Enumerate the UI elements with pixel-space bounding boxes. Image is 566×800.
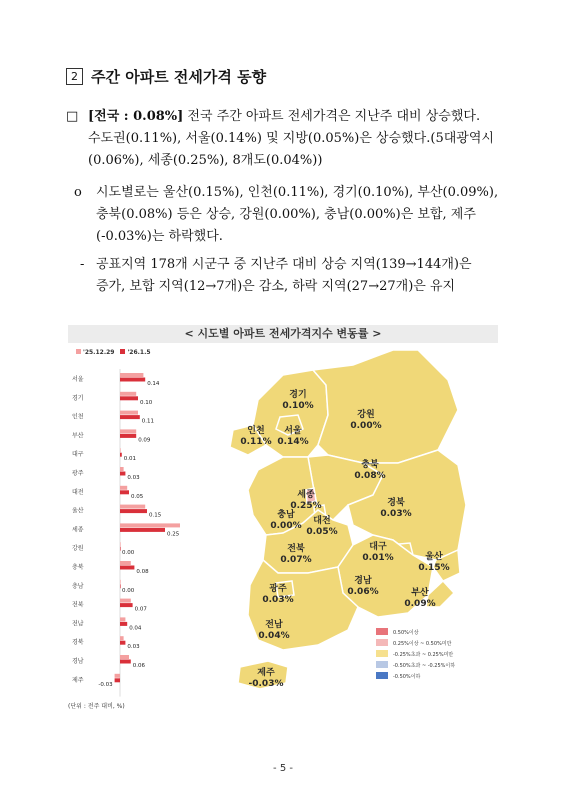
bar-prev <box>120 561 131 565</box>
map-region-name: 세종 <box>297 490 315 500</box>
map-region-value: 0.10% <box>282 401 314 411</box>
paragraph-national <box>66 106 502 172</box>
map-legend-label: -0.50%초과 ~ -0.25%이하 <box>393 663 456 669</box>
paragraph-text: 시도별로는 울산(0.15%), 인천(0.11%), 경기(0.10%), 부산(0.09%), <box>96 185 499 200</box>
bar-curr <box>120 415 140 419</box>
map-region-value: 0.00% <box>350 421 382 431</box>
bar-curr <box>120 622 127 626</box>
map-region-name: 충남 <box>277 510 295 520</box>
bar-prev <box>120 448 121 452</box>
section-title: 주간 아파트 전세가격 동향 <box>91 68 267 86</box>
map-region-value: 0.00% <box>270 521 302 531</box>
bar-prev <box>120 486 127 490</box>
section-number: 2 <box>66 68 83 85</box>
value-label: 0.03 <box>127 644 140 651</box>
figure-title: < 시도별 아파트 전세가격지수 변동률 > <box>68 325 498 343</box>
map-region-value: 0.07% <box>280 555 312 565</box>
legend-swatch-curr <box>120 349 125 354</box>
category-label: 대전 <box>72 488 84 496</box>
map-region-value: 0.04% <box>258 631 290 641</box>
bar-curr <box>120 566 134 570</box>
korea-map <box>188 345 498 715</box>
bar-chart <box>68 345 180 715</box>
bar-curr <box>120 490 129 494</box>
map-region-value: 0.06% <box>347 587 379 597</box>
value-label: 0.06 <box>132 663 146 669</box>
bar-curr <box>120 434 136 438</box>
bar-prev <box>115 674 120 678</box>
bar-prev <box>120 523 180 527</box>
value-label: 0.04 <box>129 625 142 632</box>
map-region-name: 경남 <box>354 576 372 586</box>
map-region-value: 0.05% <box>306 527 338 537</box>
bar-prev <box>120 392 136 396</box>
chart-legend <box>70 349 151 356</box>
bar-curr <box>120 396 138 400</box>
value-label: 0.11 <box>141 418 155 425</box>
category-label: 인천 <box>72 413 84 421</box>
map-region-name: 경기 <box>289 390 307 400</box>
value-label: 0.07 <box>134 606 147 613</box>
category-label: 충남 <box>72 582 84 590</box>
map-legend-label: 0.50%이상 <box>393 630 419 636</box>
bar-curr <box>120 641 125 645</box>
bar-prev <box>120 467 124 471</box>
category-label: 전남 <box>72 620 84 628</box>
category-label: 부산 <box>72 432 84 440</box>
paragraph-text: 수도권(0.11%), 서울(0.14%) 및 지방(0.05%)은 상승했다.(5대광역시 <box>88 131 494 146</box>
value-label: 0.25 <box>167 531 180 538</box>
page-number: - 5 - <box>273 763 293 774</box>
value-label: 0.09 <box>138 437 151 444</box>
category-label: 충북 <box>72 564 84 571</box>
map-legend-label: 0.25%이상 ~ 0.50%미만 <box>393 641 452 647</box>
map-region-name: 강원 <box>357 410 375 420</box>
map-region-value: 0.01% <box>362 553 394 563</box>
bar-curr <box>120 472 125 476</box>
bar-curr <box>120 547 121 551</box>
map-legend-swatch <box>376 639 388 646</box>
map-legend-swatch <box>376 628 388 635</box>
category-label: 세종 <box>72 526 84 534</box>
value-label: -0.03 <box>98 681 113 688</box>
map-region-value: 0.25% <box>290 501 322 511</box>
bar-curr <box>120 528 165 532</box>
map-region-name: 전남 <box>265 620 283 630</box>
national-label: [전국 : 0.08%] <box>88 109 184 124</box>
map-region-name: 서울 <box>284 426 302 436</box>
paragraph-regional <box>74 182 502 248</box>
map-legend-label: -0.50%이하 <box>393 674 421 680</box>
value-label: 0.15 <box>149 512 162 519</box>
map-region-name: 제주 <box>257 668 275 678</box>
legend-label-curr: '26.1.5 <box>127 349 151 356</box>
bar-prev <box>120 505 145 509</box>
bar-chart-plot <box>68 359 180 709</box>
map-region-name: 부산 <box>411 588 429 598</box>
value-label: 0.03 <box>127 475 140 481</box>
bar-curr <box>120 603 133 607</box>
category-label: 서울 <box>72 376 84 383</box>
category-label: 강원 <box>72 545 84 553</box>
bar-prev <box>120 542 121 546</box>
legend-swatch-prev <box>76 349 81 354</box>
map-legend-swatch <box>376 661 388 668</box>
category-label: 제주 <box>72 676 84 684</box>
map-region-name: 충북 <box>361 460 379 470</box>
bar-prev <box>120 429 136 433</box>
bar-prev <box>120 580 121 584</box>
legend-label-prev: '25.12.29 <box>83 349 115 356</box>
bar-prev <box>120 617 125 621</box>
section-heading <box>66 66 266 87</box>
dash-bullet: - <box>80 257 85 272</box>
paragraph-text: (0.06%), 세종(0.25%), 8개도(0.04%)) <box>88 153 323 168</box>
paragraph-text: 공표지역 178개 시군구 중 지난주 대비 상승 지역(139→144개)은 <box>96 257 472 272</box>
map-region-value: 0.15% <box>418 563 450 573</box>
bar-prev <box>120 599 131 603</box>
map-region-name: 대구 <box>369 542 387 552</box>
square-bullet: □ <box>66 109 79 124</box>
map-region-value: 0.08% <box>354 471 386 481</box>
map-legend-label: -0.25%초과 ~ 0.25%미만 <box>393 652 454 658</box>
category-label: 경북 <box>72 639 84 647</box>
bar-prev <box>120 411 138 415</box>
bar-prev <box>120 636 124 640</box>
chart-unit: (단위 : 전주 대비, %) <box>68 703 125 710</box>
paragraph-text: 충북(0.08%) 등은 상승, 강원(0.00%), 충남(0.00%)은 보합, 제주 <box>96 207 476 222</box>
category-label: 울산 <box>72 507 84 515</box>
value-label: 0.10 <box>140 399 153 406</box>
category-label: 경남 <box>72 658 84 665</box>
value-label: 0.05 <box>131 493 144 500</box>
bar-curr <box>120 453 122 457</box>
bar-curr <box>115 678 120 682</box>
paragraph-text: 증가, 보합 지역(12→7개)은 감소, 하락 지역(27→27개)은 유지 <box>96 279 456 294</box>
map-region-name: 경북 <box>387 498 405 508</box>
paragraph-text: (-0.03%)는 하락했다. <box>96 229 223 244</box>
category-label: 광주 <box>72 470 84 477</box>
map-region-value: 0.09% <box>404 599 436 609</box>
map-region-name: 인천 <box>247 426 265 436</box>
bar-curr <box>120 660 131 664</box>
category-label: 경기 <box>72 394 84 402</box>
map-legend-swatch <box>376 650 388 657</box>
map-region-name: 전북 <box>287 544 305 554</box>
category-label: 대구 <box>72 451 84 459</box>
value-label: 0.00 <box>122 550 135 557</box>
map-region-value: 0.14% <box>277 437 309 447</box>
circle-bullet: o <box>74 185 82 200</box>
paragraph-text: 전국 주간 아파트 전세가격은 지난주 대비 상승했다. <box>183 109 481 124</box>
map-region-value: 0.03% <box>380 509 412 519</box>
map-region-value: -0.03% <box>248 679 284 689</box>
map-region-value: 0.03% <box>262 595 294 605</box>
map-legend-swatch <box>376 672 388 679</box>
bar-curr <box>120 378 145 382</box>
value-label: 0.00 <box>122 587 135 594</box>
map-region-value: 0.11% <box>240 437 272 447</box>
value-label: 0.14 <box>147 381 160 387</box>
bar-prev <box>120 373 143 377</box>
map-region-name: 광주 <box>269 584 287 594</box>
map-region-name: 대전 <box>313 516 331 526</box>
paragraph-districts <box>80 254 502 298</box>
bar-prev <box>120 655 129 659</box>
category-label: 전북 <box>72 601 84 609</box>
map-region-gangwon <box>313 350 458 463</box>
bar-curr <box>120 584 121 588</box>
value-label: 0.08 <box>136 569 149 575</box>
value-label: 0.01 <box>123 456 137 463</box>
bar-curr <box>120 509 147 513</box>
map-region-name: 울산 <box>425 552 443 562</box>
